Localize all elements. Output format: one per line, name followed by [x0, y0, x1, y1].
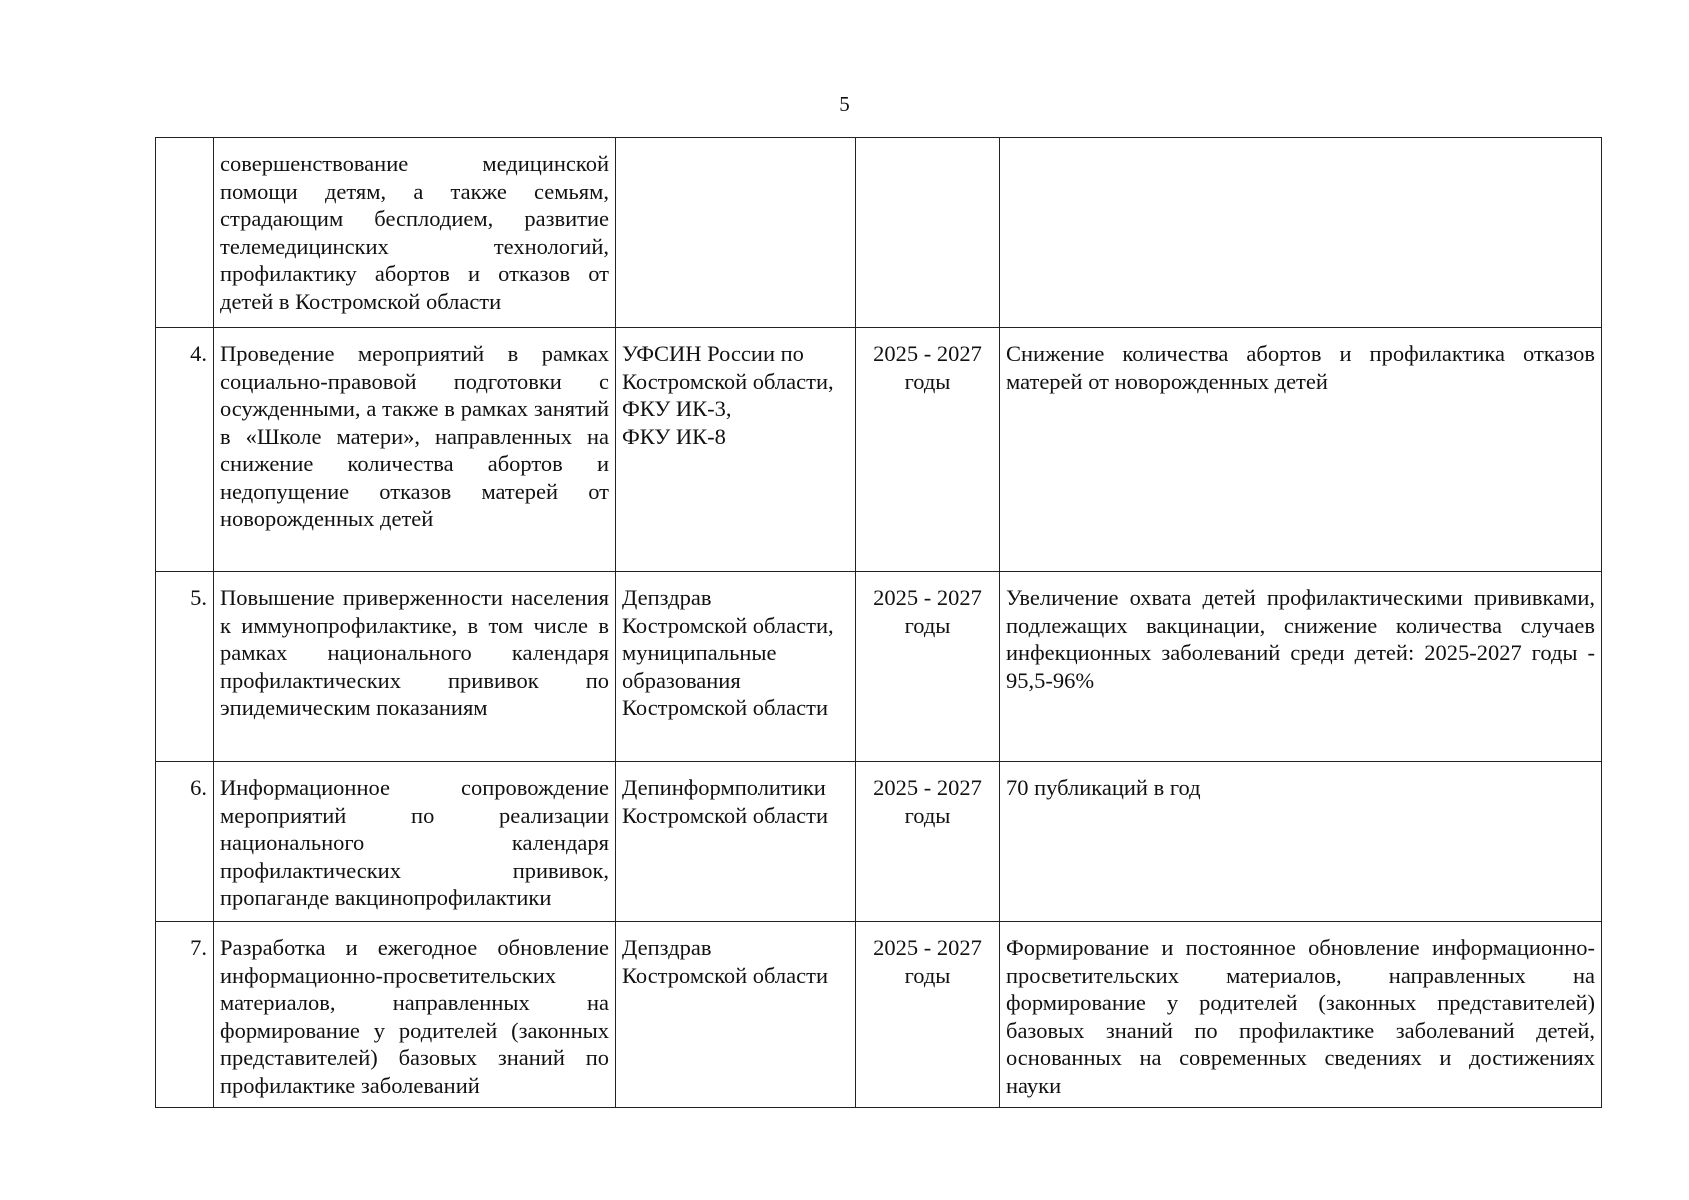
result-cell: Увеличение охвата детей профилактическими прививками, подлежащих вакцинации, снижение количества случаев инфекционных заболеваний среди детей: 2025-2027 годы - 95,5-96%	[1000, 572, 1602, 762]
event-cell: Повышение приверженности населения к иммунопрофилактике, в том числе в рамках национального календаря профилактических прививок по эпидемическим показаниям	[214, 572, 616, 762]
measures-table	[155, 137, 1602, 1108]
result-cell	[1000, 138, 1602, 328]
executor-line: образования	[622, 667, 741, 693]
executor-line: ФКУ ИК-3,	[622, 396, 732, 421]
executor-cell	[616, 762, 856, 922]
term-unit: годы	[904, 962, 951, 988]
table-row	[156, 138, 1602, 328]
executor-cell	[616, 138, 856, 328]
row-number	[156, 138, 214, 328]
executor-line: Костромской области	[622, 802, 829, 828]
row-number: 6.	[156, 762, 214, 922]
term-cell	[856, 328, 1000, 572]
row-number: 7.	[156, 922, 214, 1108]
page-number: 5	[839, 92, 850, 116]
result-cell: Формирование и постоянное обновление информационно-просветительских материалов, направленных на формирование у родителей (законных представителей) базовых знаний по профилактике заболеваний детей, основанных на современных сведениях и достижениях науки	[1000, 922, 1602, 1108]
table-row	[156, 572, 1602, 762]
executor-line: муниципальные	[622, 640, 777, 665]
term-years: 2025 - 2027	[873, 935, 982, 960]
executor-line: ФКУ ИК-8	[622, 423, 726, 449]
term-unit: годы	[904, 368, 951, 394]
table-row	[156, 922, 1602, 1108]
executor-line: Депздрав	[622, 935, 712, 960]
event-cell: Разработка и ежегодное обновление информационно-просветительских материалов, направленных на формирование у родителей (законных представителей) базовых знаний по профилактике заболеваний	[214, 922, 616, 1108]
event-cell: совершенствование медицинской помощи детям, а также семьям, страдающим бесплодием, развитие телемедицинских технологий, профилактику абортов и отказов от детей в Костромской области	[214, 138, 616, 328]
table-row	[156, 328, 1602, 572]
event-cell: Проведение мероприятий в рамках социально-правовой подготовки с осужденными, а также в рамках занятий в «Школе матери», направленных на снижение количества абортов и недопущение отказов матерей от новорожденных детей	[214, 328, 616, 572]
executor-cell	[616, 572, 856, 762]
executor-line: Депздрав	[622, 585, 712, 610]
executor-line: Депинформполитики	[622, 775, 826, 800]
term-unit: годы	[904, 802, 951, 828]
term-years: 2025 - 2027	[873, 775, 982, 800]
executor-cell	[616, 328, 856, 572]
term-cell	[856, 922, 1000, 1108]
term-unit: годы	[904, 612, 951, 638]
row-number: 4.	[156, 328, 214, 572]
executor-cell	[616, 922, 856, 1108]
term-cell	[856, 762, 1000, 922]
table-row	[156, 762, 1602, 922]
result-cell: Снижение количества абортов и профилактика отказов матерей от новорожденных детей	[1000, 328, 1602, 572]
result-cell: 70 публикаций в год	[1000, 762, 1602, 922]
executor-line: Костромской области,	[622, 612, 834, 638]
term-cell	[856, 138, 1000, 328]
executor-line: Костромской области	[622, 695, 829, 720]
executor-line: Костромской области	[622, 962, 829, 988]
term-cell	[856, 572, 1000, 762]
executor-line: УФСИН России по Костромской области,	[622, 341, 834, 394]
event-cell: Информационное сопровождение мероприятий по реализации национального календаря профилактических прививок, пропаганде вакцинопрофилактики	[214, 762, 616, 922]
term-years: 2025 - 2027	[873, 341, 982, 366]
term-years: 2025 - 2027	[873, 585, 982, 610]
row-number: 5.	[156, 572, 214, 762]
